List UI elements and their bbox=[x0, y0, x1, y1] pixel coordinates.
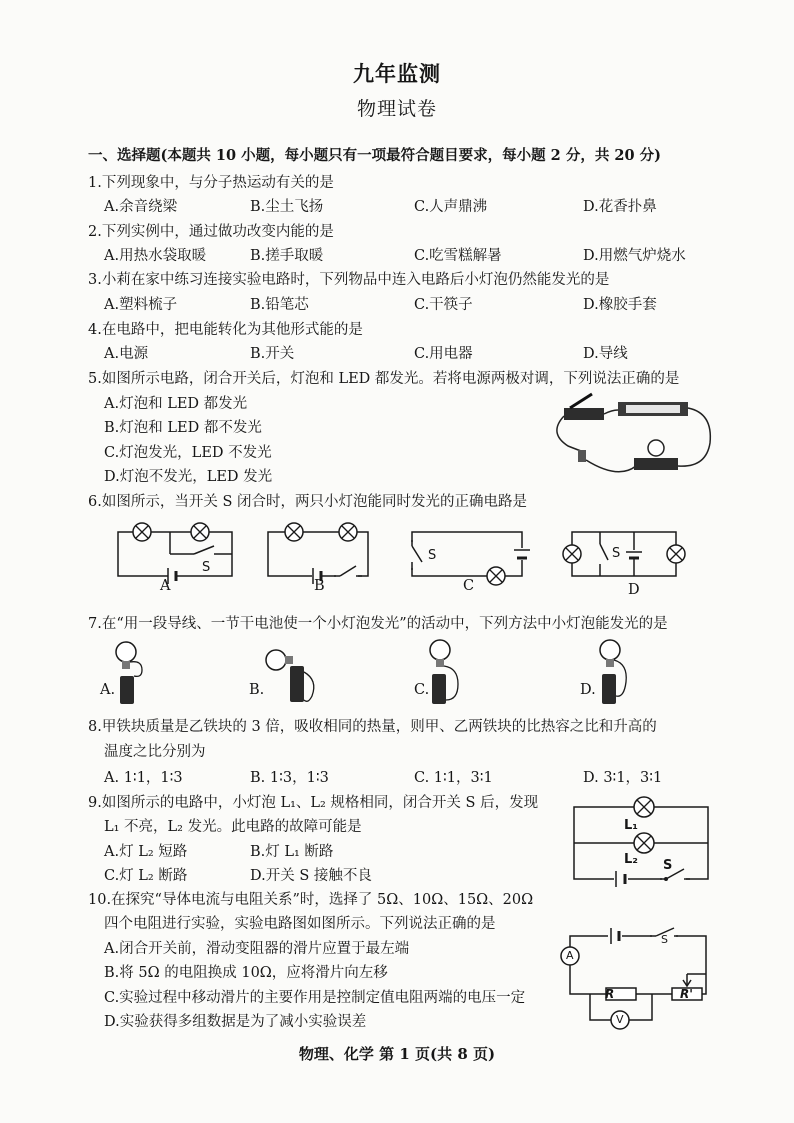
bulb-icon bbox=[430, 640, 450, 660]
lamp-l1-icon bbox=[634, 797, 654, 817]
question-5-option-c: C.灯泡发光，LED 不发光 bbox=[104, 445, 272, 461]
question-6-c-switch-label: S bbox=[428, 548, 437, 563]
question-9-stem-continued: L₁ 不亮，L₂ 发光。此电路的故障可能是 bbox=[104, 819, 362, 835]
wire-loop bbox=[572, 532, 676, 576]
bulb-icon bbox=[266, 650, 286, 670]
question-10-option-c: C.实验过程中移动滑片的主要作用是控制定值电阻两端的电压一定 bbox=[104, 990, 526, 1006]
lamp-icon bbox=[339, 523, 357, 541]
bulb-base bbox=[122, 661, 130, 669]
wire-loop bbox=[570, 936, 706, 994]
question-6-circuit-a bbox=[114, 516, 236, 588]
question-7-figure-d bbox=[594, 638, 634, 706]
battery-icon bbox=[602, 674, 616, 704]
switch-icon bbox=[334, 566, 362, 586]
question-5-stem: 5.如图所示电路，闭合开关后，灯泡和 LED 都发光。若将电源两极对调，下列说法正确的是 bbox=[88, 371, 680, 387]
section-heading: 一、选择题(本题共 10 小题，每小题只有一项最符合题目要求，每小题 2 分，共 20 分) bbox=[88, 147, 661, 164]
question-8-stem-continued: 温度之比分别为 bbox=[104, 744, 206, 760]
led bbox=[578, 450, 586, 462]
question-2-option-c: C.吃雪糕解暑 bbox=[414, 248, 502, 264]
bulb bbox=[648, 440, 664, 456]
page-subtitle: 物理试卷 bbox=[356, 98, 437, 120]
switch-blade bbox=[600, 544, 608, 560]
question-4-option-b: B.开关 bbox=[250, 346, 295, 362]
question-7-figure-c bbox=[426, 638, 466, 706]
question-8-option-a: A. 1∶1，1∶3 bbox=[104, 770, 183, 786]
wire bbox=[604, 410, 618, 414]
question-7-option-d: D. bbox=[580, 682, 596, 698]
question-4-option-c: C.用电器 bbox=[414, 346, 473, 362]
question-6-c-label: C bbox=[463, 578, 475, 594]
question-10-option-b: B.将 5Ω 的电阻换成 10Ω，应将滑片向左移 bbox=[104, 965, 388, 981]
question-2-option-a: A.用热水袋取暖 bbox=[104, 248, 207, 264]
lamp-icon bbox=[667, 545, 685, 563]
question-4-option-a: A.电源 bbox=[104, 346, 149, 362]
question-2-option-b: B.搓手取暖 bbox=[250, 248, 324, 264]
question-7-option-a: A. bbox=[100, 682, 116, 698]
question-4-stem: 4.在电路中，把电能转化为其他形式能的是 bbox=[88, 322, 363, 338]
question-5-option-d: D.灯泡不发光，LED 发光 bbox=[104, 469, 273, 485]
question-2-option-d: D.用燃气炉烧水 bbox=[583, 248, 686, 264]
question-9-stem: 9.如图所示的电路中，小灯泡 L₁、L₂ 规格相同，闭合开关 S 后，发现 bbox=[88, 795, 539, 811]
wire bbox=[678, 408, 710, 466]
question-6-b-label: B bbox=[314, 578, 325, 594]
question-8-option-c: C. 1∶1，3∶1 bbox=[414, 770, 493, 786]
bulb-base bbox=[606, 659, 614, 667]
question-5-circuit-figure bbox=[548, 388, 718, 483]
question-9-option-c: C.灯 L₂ 断路 bbox=[104, 868, 188, 884]
question-8-option-b: B. 1∶3，1∶3 bbox=[250, 770, 329, 786]
question-10-option-a: A.闭合开关前，滑动变阻器的滑片应置于最左端 bbox=[104, 941, 410, 957]
lamp-icon bbox=[563, 545, 581, 563]
question-9-option-b: B.灯 L₁ 断路 bbox=[250, 844, 334, 860]
question-10-stem-continued: 四个电阻进行实验，实验电路图如图所示。下列说法正确的是 bbox=[104, 916, 496, 932]
lamp-icon bbox=[191, 523, 209, 541]
question-1-option-a: A.余音绕梁 bbox=[104, 199, 178, 215]
question-3-option-a: A.塑料梳子 bbox=[104, 297, 178, 313]
battery-icon bbox=[608, 926, 622, 946]
wire bbox=[130, 662, 142, 677]
wire bbox=[586, 460, 636, 472]
bulb-base bbox=[285, 656, 293, 664]
question-6-a-label: A bbox=[160, 578, 171, 594]
battery-icon bbox=[514, 548, 530, 560]
question-6-stem: 6.如图所示，当开关 S 闭合时，两只小灯泡能同时发光的正确电路是 bbox=[88, 494, 527, 510]
bulb-base bbox=[436, 659, 444, 667]
question-7-option-b: B. bbox=[249, 682, 265, 698]
lamp-icon bbox=[133, 523, 151, 541]
question-3-stem: 3.小莉在家中练习连接实验电路时，下列物品中连入电路后小灯泡仍然能发光的是 bbox=[88, 272, 610, 288]
switch-icon bbox=[408, 540, 422, 570]
question-10-circuit-figure bbox=[556, 922, 716, 1032]
switch-base bbox=[564, 408, 604, 420]
page-title: 九年监测 bbox=[353, 61, 441, 86]
question-7-figure-b bbox=[262, 646, 322, 706]
switch-lever bbox=[570, 394, 592, 408]
question-5-option-a: A.灯泡和 LED 都发光 bbox=[104, 396, 248, 412]
question-3-option-c: C.干筷子 bbox=[414, 297, 473, 313]
question-2-stem: 2.下列实例中，通过做功改变内能的是 bbox=[88, 224, 334, 240]
bulb-icon bbox=[116, 642, 136, 662]
wire bbox=[557, 416, 584, 452]
question-5-option-b: B.灯泡和 LED 都不发光 bbox=[104, 420, 262, 436]
question-8-option-d: D. 3∶1，3∶1 bbox=[583, 770, 663, 786]
question-9-circuit-figure bbox=[570, 795, 712, 891]
wire bbox=[444, 666, 458, 700]
resistor-label: R bbox=[605, 987, 615, 1001]
question-9-option-a: A.灯 L₂ 短路 bbox=[104, 844, 188, 860]
question-3-option-d: D.橡胶手套 bbox=[583, 297, 657, 313]
battery-icon bbox=[290, 666, 304, 702]
question-10-stem: 10.在探究“导体电流与电阻关系”时，选择了 5Ω、10Ω、15Ω、20Ω bbox=[88, 892, 534, 908]
question-8-stem: 8.甲铁块质量是乙铁块的 3 倍，吸收相同的热量，则甲、乙两铁块的比热容之比和升高的 bbox=[88, 719, 657, 735]
label-s: S bbox=[663, 858, 673, 873]
question-6-a-switch-label: S bbox=[202, 560, 211, 575]
battery-icon bbox=[626, 552, 642, 558]
battery-cell bbox=[626, 405, 680, 413]
lamp-icon bbox=[487, 567, 505, 585]
question-7-stem: 7.在“用一段导线、一节干电池使一个小灯泡发光”的活动中，下列方法中小灯泡能发光的是 bbox=[88, 616, 668, 632]
bulb-icon bbox=[600, 640, 620, 660]
q10-switch-label: S bbox=[661, 933, 668, 946]
label-l1: L₁ bbox=[624, 818, 638, 833]
question-6-circuit-d bbox=[562, 516, 686, 588]
battery-icon bbox=[614, 869, 628, 889]
question-4-option-d: D.导线 bbox=[583, 346, 628, 362]
voltmeter-label: V bbox=[616, 1013, 624, 1026]
question-1-option-c: C.人声鼎沸 bbox=[414, 199, 488, 215]
label-l2: L₂ bbox=[624, 852, 638, 867]
question-3-option-b: B.铅笔芯 bbox=[250, 297, 309, 313]
lamp-icon bbox=[285, 523, 303, 541]
question-6-d-switch-label: S bbox=[612, 546, 621, 561]
question-10-option-d: D.实验获得多组数据是为了减小实验误差 bbox=[104, 1014, 367, 1030]
question-1-option-b: B.尘土飞扬 bbox=[250, 199, 324, 215]
battery-icon bbox=[432, 674, 446, 704]
wire bbox=[304, 672, 314, 701]
ammeter-label: A bbox=[566, 949, 574, 962]
battery-icon bbox=[120, 676, 134, 704]
bulb-base bbox=[634, 458, 678, 470]
question-9-option-d: D.开关 S 接触不良 bbox=[250, 868, 372, 884]
switch-blade bbox=[194, 546, 214, 554]
question-1-option-d: D.花香扑鼻 bbox=[583, 199, 657, 215]
page-footer: 物理、化学 第 1 页(共 8 页) bbox=[298, 1045, 496, 1063]
question-7-figure-a bbox=[112, 640, 146, 706]
question-7-option-c: C. bbox=[414, 682, 430, 698]
question-1-stem: 1.下列现象中，与分子热运动有关的是 bbox=[88, 175, 334, 191]
question-6-d-label: D bbox=[628, 582, 640, 598]
rheostat-label: R' bbox=[680, 987, 693, 1001]
lamp-l2-icon bbox=[634, 833, 654, 853]
